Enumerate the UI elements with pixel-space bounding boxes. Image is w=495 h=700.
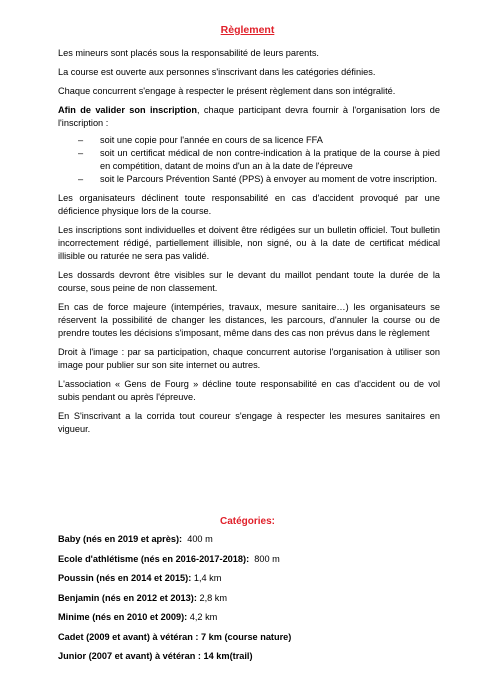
rule-paragraph: Les organisateurs déclinent toute responsabilité en cas d'accident provoqué par une déficience physique lors de la course.	[58, 193, 440, 216]
list-item-text: soit une copie pour l'année en cours de sa licence FFA	[100, 135, 323, 145]
list-item-text: soit un certificat médical de non contre-indication à la pratique de la course à pied en compétition, datant de moins d'un an à la date de l'épreuve	[100, 148, 440, 171]
rule-paragraph: L'association « Gens de Fourg » décline toute responsabilité en cas d'accident ou de vol subis pendant ou après l'épreuve.	[58, 379, 440, 402]
category-distance: 4,2 km	[189, 612, 218, 622]
rule-paragraph: La course est ouverte aux personnes s'inscrivant dans les catégories définies.	[58, 67, 376, 77]
rule-paragraph: En S'inscrivant a la corrida tout coureur s'engage à respecter les mesures sanitaires en vigueur.	[58, 411, 440, 434]
list-item	[58, 173, 440, 186]
category-label: Baby (nés en 2019 et après):	[58, 534, 183, 544]
rules-body	[58, 47, 440, 442]
rule-paragraph: Chaque concurrent s'engage à respecter le présent règlement dans son intégralité.	[58, 86, 396, 96]
list-item	[58, 147, 440, 173]
category-label: Poussin (nés en 2014 et 2015):	[58, 573, 192, 583]
category-row	[58, 592, 458, 612]
dash-bullet: –	[78, 135, 84, 145]
dash-bullet: –	[78, 174, 84, 184]
category-row	[58, 533, 458, 553]
page-title: Règlement	[220, 24, 275, 36]
rule-paragraph: Droit à l'image : par sa participation, chaque concurrent autorise l'organisation à utiliser son image pour publier sur son site internet ou autres.	[58, 347, 440, 370]
dash-bullet: –	[78, 148, 84, 158]
category-row	[58, 650, 458, 670]
inscription-paragraph	[58, 104, 440, 130]
rule-paragraph: Les dossards devront être visibles sur le devant du maillot pendant toute la durée de la course, sous peine de non classement.	[58, 270, 440, 293]
inscription-list	[58, 134, 440, 186]
category-distance: 2,8 km	[199, 592, 228, 603]
category-distance: 400 m	[187, 534, 213, 544]
category-label: Junior (2007 et avant) à vétéran : 14 km(trail)	[58, 651, 253, 661]
rule-paragraph: En cas de force majeure (intempéries, travaux, mesure sanitaire…) les organisateurs se réservent la possibilité de changer les distances, les parcours, d'annuler la course ou de prendre toutes les décisions s'imposant, même dans des cas non prévus dans le règlement	[58, 302, 440, 338]
category-distance: 800 m	[254, 553, 280, 564]
category-label: Benjamin (nés en 2012 et 2013):	[58, 592, 197, 603]
category-label: Minime (nés en 2010 et 2009):	[58, 612, 188, 622]
rule-paragraph: Les inscriptions sont individuelles et doivent être rédigées sur un bulletin officiel. Tout bulletin incorrectement rédigé, partiellement illisible, non signé, ou à la date de certificat médical illisible ou raturée ne sera pas validé.	[58, 225, 440, 261]
categories-list	[58, 533, 458, 670]
category-row	[58, 631, 458, 651]
category-label: Cadet (2009 et avant) à vétéran : 7 km (course nature)	[58, 631, 292, 642]
category-label: Ecole d'athlétisme (nés en 2016-2017-2018):	[58, 553, 250, 564]
category-row	[58, 611, 458, 631]
rule-paragraph: Les mineurs sont placés sous la responsabilité de leurs parents.	[58, 48, 319, 58]
category-row	[58, 553, 458, 573]
list-item-text: soit le Parcours Prévention Santé (PPS) à envoyer au moment de votre inscription.	[100, 174, 438, 184]
categories-title: Catégories:	[219, 516, 275, 527]
category-distance: 1,4 km	[193, 573, 222, 583]
list-item	[58, 134, 440, 147]
inscription-text: , chaque participant devra fournir à l'organisation lors de l'inscription :	[58, 105, 440, 128]
inscription-lead: Afin de valider son inscription	[58, 105, 197, 115]
category-row	[58, 572, 458, 592]
